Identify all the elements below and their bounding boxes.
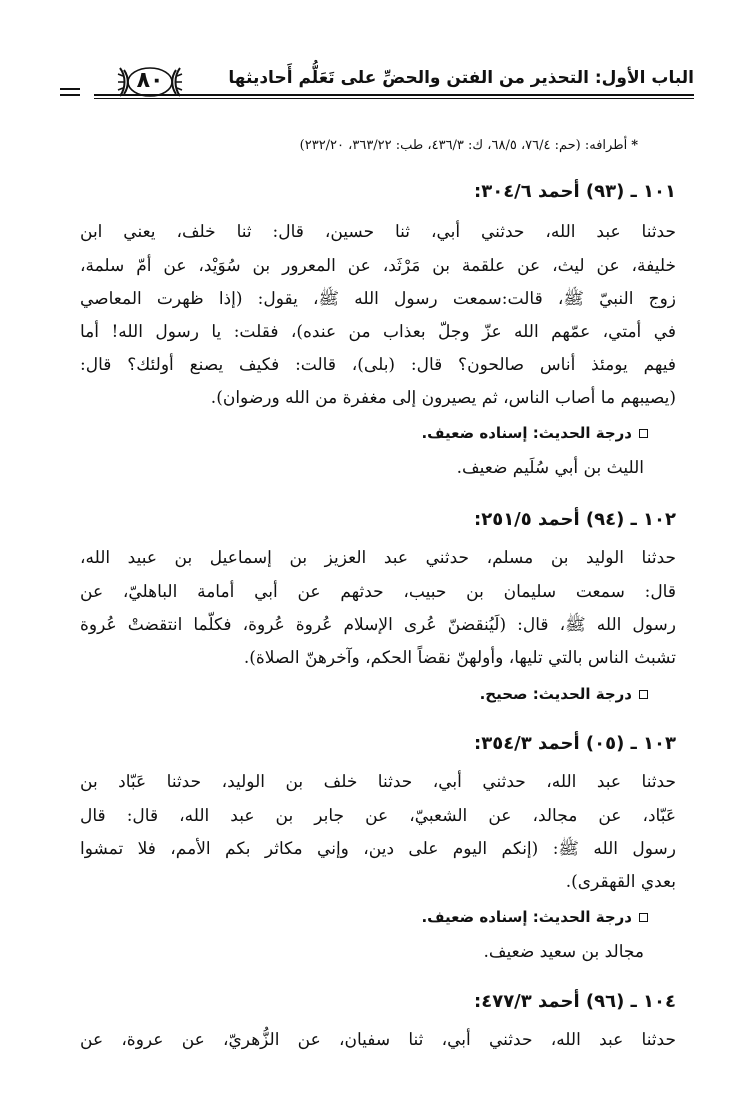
atraf-line <box>300 136 638 156</box>
hadith-text-line: زوج النبيّ ﷺ، قالت:سمعت رسول الله ﷺ، يقول: (إذا ظهرت المعاصي <box>80 289 676 309</box>
hadith-text-line: رسول الله ﷺ، قال: (لَيُنقضنّ عُرى الإسلام عُروة عُروة، فكلّما انتقضتْ عُروة <box>80 615 676 635</box>
hadith-text-line: حدثنا عبد الله، حدثني أبي، حدثنا خلف بن الوليد، حدثنا عَبّاد بن <box>80 772 676 792</box>
hadith-heading: ١٠٢ ـ (٩٤) أحمد ٢٥١/٥: <box>474 509 676 530</box>
square-bullet-icon <box>639 690 648 699</box>
hadith-heading: ١٠١ ـ (٩٣) أحمد ٣٠٤/٦: <box>474 181 676 202</box>
hadith-note: مجالد بن سعيد ضعيف. <box>483 942 644 962</box>
atraf-text: أطرافه: (حم: ٧٦/٤، ٦٨/٥، ك: ٤٣٦/٣، طب: ٣٦٣/٢٢، ٢٣٢/٢٠) <box>299 138 628 153</box>
hadith-text-line: حدثنا الوليد بن مسلم، حدثني عبد العزيز بن إسماعيل بن عبيد الله، <box>80 548 676 568</box>
hadith-grade-text: درجة الحديث: إسناده ضعيف. <box>421 908 632 926</box>
hadith-grade-text: درجة الحديث: صحيح. <box>479 685 632 703</box>
hadith-text-line: رسول الله ﷺ: (إنكم اليوم على دين، وإني مكاثر بكم الأمم، فلا تمشوا <box>80 839 676 859</box>
page-header <box>60 62 694 102</box>
hadith-note: الليث بن أبي سُلَيم ضعيف. <box>456 458 644 478</box>
chapter-title: الباب الأول: التحذير من الفتن والحضِّ على تَعَلُّم أَحاديثها <box>228 68 694 88</box>
hadith-grade <box>52 423 648 443</box>
hadith-text-line: تشبث الناس بالتي تليها، وأولهنّ نقضاً الحكم، وآخرهنّ الصلاة). <box>243 648 676 668</box>
header-left-dash-2 <box>60 94 80 96</box>
square-bullet-icon <box>639 913 648 922</box>
square-bullet-icon <box>639 429 648 438</box>
hadith-text-line: قال: سمعت سليمان بن حبيب، حدثهم عن أبي أمامة الباهليّ، عن <box>80 582 676 602</box>
hadith-grade <box>52 907 648 927</box>
hadith-text-line: فيهم يومئذ أناس صالحون؟ قال: (بلى)، قالت: فكيف يصنع أولئك؟ قال: <box>80 355 676 375</box>
atraf-marker: * <box>631 138 638 153</box>
hadith-text-line: خليفة، عن ليث، عن علقمة بن مَرْثَد، عن المعرور بن سُوَيْد، عن أمّ سلمة، <box>80 256 676 276</box>
hadith-text-line: في أمتي، عمّهم الله عزّ وجلّ بعذاب من عنده)، فقلت: يا رسول الله! أما <box>80 322 676 342</box>
hadith-grade-text: درجة الحديث: إسناده ضعيف. <box>421 424 632 442</box>
page-number-ornament <box>114 62 186 102</box>
hadith-grade <box>52 684 648 704</box>
hadith-text-line: عَبّاد، عن مجالد، عن الشعبيّ، عن جابر بن عبد الله، قال: قال <box>80 806 676 826</box>
hadith-text-line: حدثنا عبد الله، حدثني أبي، ثنا سفيان، عن الزُّهريّ، عن عروة، عن <box>80 1030 676 1050</box>
hadith-text-line: (يصيبهم ما أصاب الناس، ثم يصيرون إلى مغفرة من الله ورضوان). <box>210 388 676 408</box>
hadith-text-line: حدثنا عبد الله، حدثني أبي، ثنا حسين، قال: ثنا خلف، يعني ابن <box>80 222 676 242</box>
hadith-heading: ١٠٣ ـ (٠٥) أحمد ٣٥٤/٣: <box>474 733 676 754</box>
hadith-text-line: بعدي القهقرى). <box>565 872 676 892</box>
header-left-dash <box>60 88 80 90</box>
page-number: ٨٠ <box>136 68 164 93</box>
hadith-heading: ١٠٤ ـ (٩٦) أحمد ٤٧٧/٣: <box>474 991 676 1012</box>
